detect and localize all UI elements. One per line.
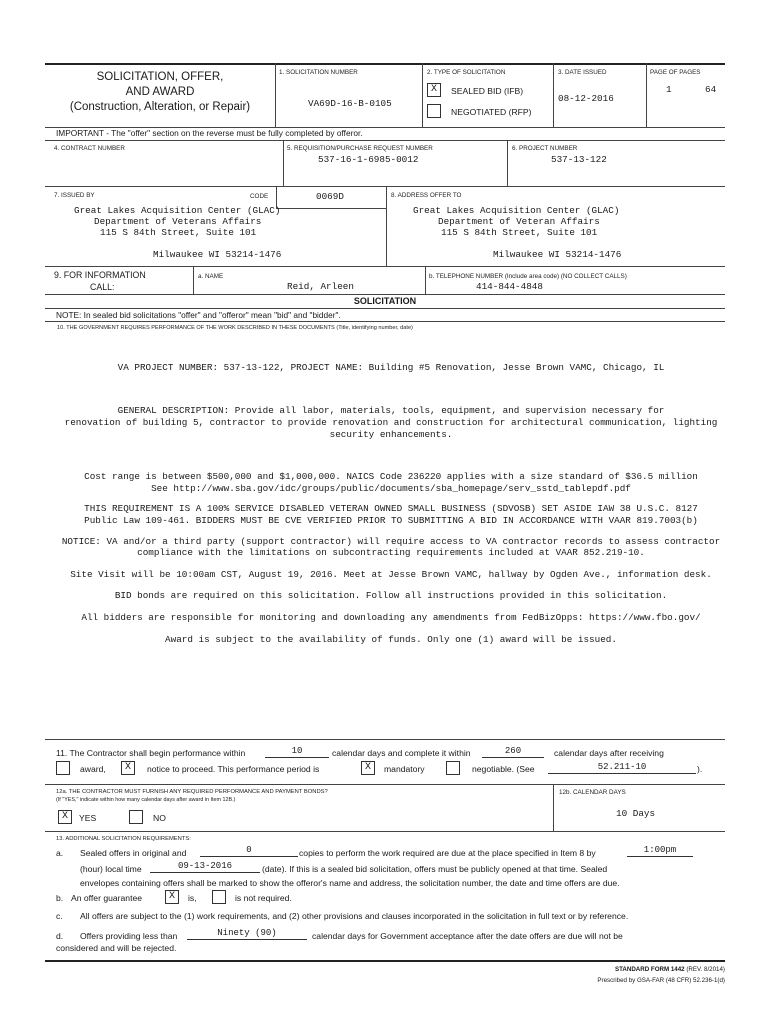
- form-title-line3: (Construction, Alteration, or Repair): [69, 101, 251, 113]
- contact-phone-value: 414-844-4848: [476, 281, 543, 292]
- solicitation-type-label: 2. TYPE OF SOLICITATION: [427, 69, 506, 76]
- form-title: [45, 70, 275, 115]
- bonds-yes-label: YES: [79, 813, 97, 823]
- complete-days-field[interactable]: 260: [482, 746, 544, 758]
- item13a-text4: (date). If this is a sealed bid solicitation, offers must be publicly opened at that time. Sealed: [262, 864, 608, 874]
- issued-by-line2: Department of Veterans Affairs: [94, 216, 262, 227]
- solicitation-heading: SOLICITATION: [353, 296, 417, 306]
- form-revision: (REV. 8/2014): [686, 966, 725, 973]
- item10-sublabel: (Title, identifying number, date): [336, 325, 413, 331]
- important-note: IMPORTANT - The "offer" section on the reverse must be fully completed by offeror.: [56, 128, 363, 138]
- item13a-text3: (hour) local time: [80, 864, 142, 874]
- mandatory-label: mandatory: [384, 764, 425, 774]
- info-call-label-line1: 9. FOR INFORMATION: [54, 270, 146, 280]
- body-line: BID bonds are required on this solicitation. Follow all instructions provided in this solicitation.: [114, 590, 668, 601]
- negotiable-label: negotiable. (See: [472, 764, 535, 774]
- body-line: renovation of building 5, contractor to provide renovation and construction for architectural communication, lighting: [64, 417, 718, 428]
- item13a-text5: envelopes containing offers shall be marked to show the offeror's name and address, the solicitation number, the date and time offers are due.: [80, 878, 620, 888]
- item11-text2: calendar days and complete it within: [332, 748, 471, 758]
- item13a-letter: a.: [56, 848, 64, 858]
- item13c-text: All offers are subject to the (1) work requirements, and (2) other provisions and clauses incorporated in the solicitation in full text or by reference.: [80, 911, 629, 921]
- address-offer-line1: Great Lakes Acquisition Center (GLAC): [413, 205, 620, 216]
- item13a-text2: copies to perform the work required are due at the place specified in Item 8 by: [299, 848, 596, 858]
- acceptance-days-field[interactable]: Ninety (90): [187, 928, 307, 940]
- contact-phone-label: b. TELEPHONE NUMBER (Include area code) (NO COLLECT CALLS): [429, 273, 627, 280]
- requisition-number-label: 5. REQUISITION/PURCHASE REQUEST NUMBER: [287, 145, 433, 152]
- issued-by-line4: Milwaukee WI 53214-1476: [153, 249, 282, 260]
- see-reference-field[interactable]: 52.211-10: [548, 762, 696, 774]
- project-number-label: 6. PROJECT NUMBER: [512, 145, 578, 152]
- item13b-text: An offer guarantee: [71, 893, 143, 903]
- item11-text1: 11. The Contractor shall begin performance within: [56, 748, 246, 758]
- guarantee-is-label: is,: [188, 893, 197, 903]
- solicitation-number-value: VA69D-16-B-0105: [308, 98, 392, 109]
- guarantee-is-checkbox[interactable]: X: [165, 890, 179, 904]
- item13d-text3: considered and will be rejected.: [56, 943, 177, 953]
- item13a-text1: Sealed offers in original and: [80, 848, 187, 858]
- item12b-label: 12b. CALENDAR DAYS: [559, 789, 626, 796]
- guarantee-is-not-checkbox[interactable]: [212, 890, 226, 904]
- item10-label-text: 10. THE GOVERNMENT REQUIRES PERFORMANCE OF THE WORK DESCRIBED IN THESE DOCUMENTS: [57, 325, 335, 331]
- issuing-office-code: 0069D: [316, 191, 344, 202]
- body-line: Cost range is between $500,000 and $1,000,000. NAICS Code 236220 applies with a size standard of $36.5 million: [84, 471, 698, 482]
- award-label: award,: [80, 764, 106, 774]
- issued-by-line1: Great Lakes Acquisition Center (GLAC): [74, 205, 281, 216]
- form-title-line1: SOLICITATION, OFFER,: [96, 71, 224, 83]
- form-name: STANDARD FORM 1442: [614, 966, 685, 973]
- negotiated-label: NEGOTIATED (RFP): [451, 107, 532, 117]
- calendar-days-value: 10 Days: [616, 808, 656, 819]
- issued-by-line3: 115 S 84th Street, Suite 101: [100, 227, 257, 238]
- project-number-value: 537-13-122: [551, 154, 607, 165]
- body-line: Public Law 109-461. BIDDERS MUST BE CVE VERIFIED PRIOR TO SUBMITTING A BID IN ACCORDANCE WITH VAAR 819.7003(b): [84, 515, 698, 526]
- item13c-letter: c.: [56, 911, 63, 921]
- body-line: See http://www.sba.gov/idc/groups/public/documents/sba_homepage/serv_sstd_tablepdf.pdf: [151, 483, 631, 494]
- contract-number-label: 4. CONTRACT NUMBER: [54, 145, 125, 152]
- solicitation-number-label: 1. SOLICITATION NUMBER: [279, 69, 358, 76]
- item13d-text1: Offers providing less than: [80, 931, 178, 941]
- requisition-number-value: 537-16-1-6985-0012: [318, 154, 419, 165]
- page-of-pages-label: PAGE OF PAGES: [650, 69, 701, 76]
- address-offer-label: 8. ADDRESS OFFER TO: [391, 192, 462, 199]
- date-issued-value: 08-12-2016: [558, 93, 614, 104]
- body-line: Site Visit will be 10:00am CST, August 19, 2016. Meet at Jesse Brown VAMC, hallway by Ogden Ave., information desk.: [70, 569, 712, 580]
- body-line: NOTICE: VA and/or a third party (support contractor) will require access to VA contractor records to assess contractor: [61, 536, 721, 547]
- date-issued-label: 3. DATE ISSUED: [558, 69, 607, 76]
- body-line: Award is subject to the availability of funds. Only one (1) award will be issued.: [165, 634, 617, 645]
- item13b-letter: b.: [56, 893, 64, 903]
- sealed-bid-label: SEALED BID (IFB): [451, 86, 524, 96]
- due-time-field[interactable]: 1:00pm: [627, 845, 693, 857]
- total-pages: 64: [705, 84, 717, 95]
- mandatory-checkbox[interactable]: X: [361, 761, 375, 775]
- solicitation-note: NOTE: In sealed bid solicitations "offer" and "offeror" mean "bid" and "bidder".: [56, 310, 341, 320]
- contact-name-value: Reid, Arleen: [287, 281, 354, 292]
- prescribed-by: Prescribed by GSA-FAR (48 CFR) 52.236-1(d): [597, 977, 725, 984]
- code-label: CODE: [250, 193, 269, 200]
- bonds-no-label: NO: [153, 813, 166, 823]
- begin-days-field[interactable]: 10: [265, 746, 329, 758]
- item11-text3: calendar days after receiving: [554, 748, 664, 758]
- body-line: VA PROJECT NUMBER: 537-13-122, PROJECT NAME: Building #5 Renovation, Jesse Brown VAMC, Chicago, IL: [117, 362, 665, 373]
- item12a-label: 12a. THE CONTRACTOR MUST FURNISH ANY REQUIRED PERFORMANCE AND PAYMENT BONDS?: [56, 789, 328, 795]
- bonds-no-checkbox[interactable]: [129, 810, 143, 824]
- award-checkbox[interactable]: [56, 761, 70, 775]
- copies-field[interactable]: 0: [200, 845, 298, 857]
- guarantee-is-not-label: is not required.: [235, 893, 292, 903]
- issued-by-label: 7. ISSUED BY: [54, 192, 95, 199]
- address-offer-line3: 115 S 84th Street, Suite 101: [441, 227, 598, 238]
- notice-to-proceed-label: notice to proceed. This performance period is: [147, 764, 320, 774]
- contact-name-label: a. NAME: [198, 273, 224, 280]
- address-offer-line2: Department of Veteran Affairs: [438, 216, 600, 227]
- form-identifier: [440, 966, 725, 973]
- body-line: security enhancements.: [329, 429, 453, 440]
- due-date-field[interactable]: 09-13-2016: [150, 861, 260, 873]
- body-line: All bidders are responsible for monitoring and downloading any amendments from FedBizOpps: https://www.fbo.gov/: [81, 612, 701, 623]
- page-number: 1: [666, 84, 672, 95]
- bonds-yes-checkbox[interactable]: X: [58, 810, 72, 824]
- body-line: THIS REQUIREMENT IS A 100% SERVICE DISABLED VETERAN OWNED SMALL BUSINESS (SDVOSB) SET ASIDE IAW 38 U.S.C. 8127: [84, 503, 698, 514]
- item13d-text2: calendar days for Government acceptance after the date offers are due will not be: [312, 931, 623, 941]
- negotiable-checkbox[interactable]: [446, 761, 460, 775]
- item10-label: [57, 325, 413, 331]
- see-reference-close: ).: [697, 764, 703, 774]
- address-offer-line4: Milwaukee WI 53214-1476: [493, 249, 622, 260]
- info-call-label-line2: CALL:: [90, 282, 115, 292]
- body-line: GENERAL DESCRIPTION: Provide all labor, materials, tools, equipment, and supervision necessary for: [117, 405, 665, 416]
- item13-label: 13. ADDITIONAL SOLICITATION REQUIREMENTS:: [56, 836, 191, 842]
- item12a-sublabel: (If "YES," indicate within how many calendar days after award in Item 12B.): [56, 797, 236, 803]
- body-line: compliance with the limitations on subcontracting requirements included at VAAR 852.219-10.: [137, 547, 645, 558]
- notice-to-proceed-checkbox[interactable]: X: [121, 761, 135, 775]
- form-title-line2: AND AWARD: [125, 86, 195, 98]
- item13d-letter: d.: [56, 931, 64, 941]
- sealed-bid-checkbox[interactable]: X: [427, 83, 441, 97]
- negotiated-checkbox[interactable]: [427, 104, 441, 118]
